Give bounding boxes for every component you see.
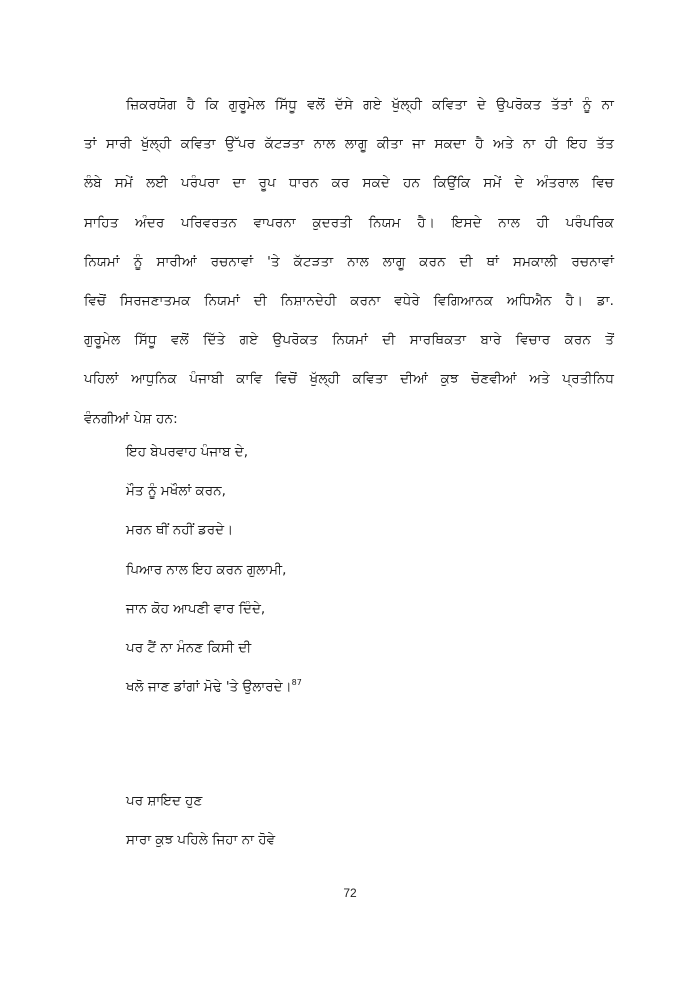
paragraph-line: ਸਾਹਿਤ ਅੰਦਰ ਪਰਿਵਰਤਨ ਵਾਪਰਨਾ ਕੁਦਰਤੀ ਨਿਯਮ ਹੈ। ਇਸਦੇ ਨਾਲ ਹੀ ਪਰੰਪਰਿਕ [84,214,614,231]
poem-line: ਪਿਆਰ ਨਾਲ ਇਹ ਕਰਨ ਗੁਲਾਮੀ, [126,561,287,578]
poem-quote [126,433,302,707]
paragraph-line: ਜ਼ਿਕਰਯੋਗ ਹੈ ਕਿ ਗੁਰੂਮੇਲ ਸਿੱਧੂ ਵਲੋਂ ਦੱਸੇ ਗਏ ਖੁੱਲ੍ਹੀ ਕਵਿਤਾ ਦੇ ਉਪਰੋਕਤ ਤੱਤਾਂ ਨੂੰ ਨਾ [126,97,614,113]
poem-line: ਜਾਨ ਕੋਹ ਆਪਣੀ ਵਾਰ ਦਿੰਦੇ, [126,600,266,617]
poem-line-text: ਖਲੋ ਜਾਣ ਡਾਂਗਾਂ ਮੋਢੇ 'ਤੇ ਉਲਾਰਦੇ। [126,679,292,696]
footnote-reference: 87 [291,678,302,688]
paragraph-line: ਨਿਯਮਾਂ ਨੂੰ ਸਾਰੀਆਂ ਰਚਨਾਵਾਂ 'ਤੇ ਕੱਟੜਤਾ ਨਾਲ ਲਾਗੂ ਕਰਨ ਦੀ ਥਾਂ ਸਮਕਾਲੀ ਰਚਨਾਵਾਂ [84,253,614,270]
poem-line: ਪਰ ਸ਼ਾਇਦ ਹੁਣ [126,793,203,809]
body-paragraph [84,86,614,439]
poem-quote-2 [126,782,275,860]
page-number: 72 [343,886,357,900]
paragraph-line: ਗੁਰੂਮੇਲ ਸਿੱਧੂ ਵਲੋਂ ਦਿੱਤੇ ਗਏ ਉਪਰੋਕਤ ਨਿਯਮਾਂ ਦੀ ਸਾਰਥਿਕਤਾ ਬਾਰੇ ਵਿਚਾਰ ਕਰਨ ਤੋਂ [84,332,614,349]
poem-line: ਇਹ ਬੇਪਰਵਾਹ ਪੰਜਾਬ ਦੇ, [126,444,249,460]
poem-line: ਪਰ ਟੈਂ ਨਾ ਮੰਨਣ ਕਿਸੀ ਦੀ [126,639,252,656]
paragraph-line: ਲੰਬੇ ਸਮੇਂ ਲਈ ਪਰੰਪਰਾ ਦਾ ਰੂਪ ਧਾਰਨ ਕਰ ਸਕਦੇ ਹਨ ਕਿਉਂਕਿ ਸਮੇਂ ਦੇ ਅੰਤਰਾਲ ਵਿਚ [84,175,614,192]
poem-line: ਮਰਨ ਥੀਂ ਨਹੀਂ ਡਰਦੇ। [126,522,234,539]
paragraph-line: ਪਹਿਲਾਂ ਆਧੁਨਿਕ ਪੰਜਾਬੀ ਕਾਵਿ ਵਿਚੋਂ ਖੁੱਲ੍ਹੀ ਕਵਿਤਾ ਦੀਆਂ ਕੁਝ ਚੋਣਵੀਆਂ ਅਤੇ ਪ੍ਰਤੀਨਿਧ [84,371,614,388]
paragraph-line: ਵਿਚੋਂ ਸਿਰਜਣਾਤਮਕ ਨਿਯਮਾਂ ਦੀ ਨਿਸ਼ਾਨਦੇਹੀ ਕਰਨਾ ਵਧੇਰੇ ਵਿਗਿਆਨਕ ਅਧਿਐਨ ਹੈ। ਡਾ. [84,292,614,309]
poem-line: ਸਾਰਾ ਕੁਝ ਪਹਿਲੇ ਜਿਹਾ ਨਾ ਹੋਵੇ [126,832,276,849]
poem-line: ਮੌਤ ਨੂੰ ਮਖੌਲਾਂ ਕਰਨ, [126,483,226,500]
paragraph-line: ਵੰਨਗੀਆਂ ਪੇਸ਼ ਹਨ: [84,410,178,427]
poem-line-with-footnote [126,668,302,707]
paragraph-line: ਤਾਂ ਸਾਰੀ ਖੁੱਲ੍ਹੀ ਕਵਿਤਾ ਉੱਪਰ ਕੱਟੜਤਾ ਨਾਲ ਲਾਗੂ ਕੀਤਾ ਜਾ ਸਕਦਾ ਹੈ ਅਤੇ ਨਾ ਹੀ ਇਹ ਤੱਤ [84,136,614,153]
